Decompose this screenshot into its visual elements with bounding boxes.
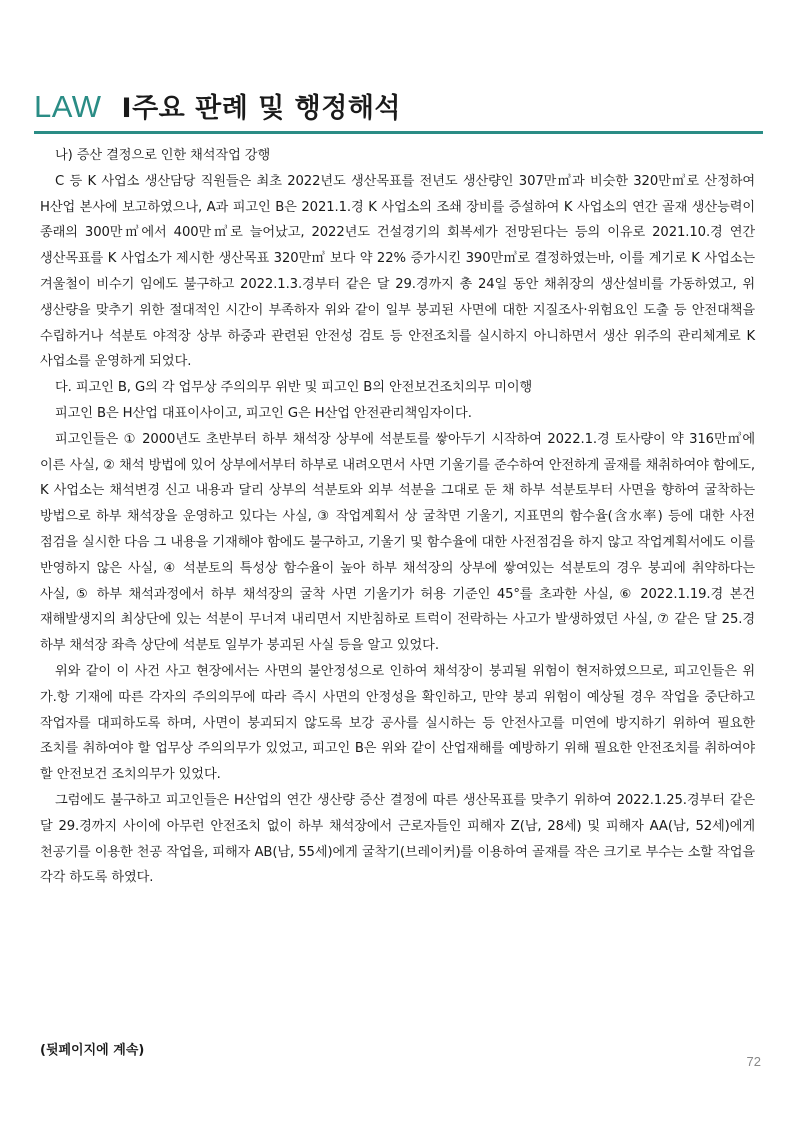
page-title: Ⅰ주요 판례 및 행정해석 — [121, 93, 402, 124]
paragraph: 다. 피고인 B, G의 각 업무상 주의의무 위반 및 피고인 B의 안전보건조치의무 미이행 — [55, 380, 533, 396]
paragraph: 위와 같이 이 사건 사고 현장에서는 사면의 불안정성으로 인하여 채석장이 붕괴될 위험이 현저하였으므로, 피고인들은 위 가.항 기재에 따른 각자의 주의의무에 따라 즉시 사면의 안정성을 확인하고, 만약 붕괴 위험이 예상될 경우 작업을 중단하고 작업자를 대피하도록 하며, 사면이 붕괴되지 않도록 보강 공사를 실시하는 등 안전사고를 미연에 방지하기 위하여 필요한 조치를 취하여야 할 업무상 주의의무가 있었고, 피고인 B은 위와 같이 산업재해를 예방하기 위해 필요한 안전조치를 취하여야 할 안전보건 조치의무가 있었다. — [40, 663, 755, 783]
paragraph: C 등 K 사업소 생산담당 직원들은 최초 2022년도 생산목표를 전년도 생산량인 307만㎥과 비슷한 320만㎥로 산정하여 H산업 본사에 보고하였으나, A과 피고인 B은 2021.1.경 K 사업소의 조쇄 장비를 증설하여 K 사업소의 연간 골재 생산능력이 종래의 300만㎥에서 400만㎥로 늘어났고, 2022년도 건설경기의 회복세가 전망된다는 등의 이유로 2021.10.경 연간 생산목표를 K 사업소가 제시한 생산목표 320만㎥ 보다 약 22% 증가시킨 390만㎥로 결정하였는바, 이를 계기로 K 사업소는 겨울철이 비수기 임에도 불구하고 2022.1.3.경부터 같은 달 29.경까지 총 24일 동안 채취장의 생산설비를 가동하였고, 위 생산량을 맞추기 위한 절대적인 시간이 부족하자 위와 같이 일부 붕괴된 사면에 대한 지질조사·위험요인 도출 등 안전대책을 수립하거나 석분토 야적장 상부 하중과 관련된 안전성 검토 등 안전조치를 실시하지 아니하면서 생산 위주의 관리체계로 K 사업소를 운영하게 되었다. — [40, 173, 755, 370]
header-divider — [34, 131, 763, 134]
continued-note: (뒷페이지에 계속) — [40, 1043, 145, 1058]
paragraph: 피고인들은 ① 2000년도 초반부터 하부 채석장 상부에 석분토를 쌓아두기 시작하여 2022.1.경 토사량이 약 316만㎥에 이른 사실, ② 채석 방법에 있어 상부에서부터 하부로 내려오면서 사면 기울기를 준수하여 안전하게 골재를 채취하여야 함에도, K 사업소는 채석변경 신고 내용과 달리 상부의 석분토와 외부 석분을 그대로 둔 채 하부 석분토부터 사면을 향하여 굴착하는 방법으로 하부 채석장을 운영하고 있다는 사실, ③ 작업계획서 상 굴착면 기울기, 지표면의 함수율(含水率) 등에 대한 사전 점검을 실시한 다음 그 내용을 기재해야 함에도 불구하고, 기울기 및 함수율에 대한 사전점검을 하지 않고 작업계획서에도 이를 반영하지 않은 사실, ④ 석분토의 특성상 함수율이 높아 하부 채석장의 상부에 쌓여있는 석분토의 경우 붕괴에 취약하다는 사실, ⑤ 하부 채석과정에서 하부 채석장의 굴착 사면 기울기가 허용 기준인 45°를 초과한 사실, ⑥ 2022.1.19.경 본건 재해발생지의 최상단에 있는 석분이 무너져 내리면서 지반침하로 트럭이 전락하는 사고가 발생하였던 사실, ⑦ 같은 달 25.경 하부 채석장 좌측 상단에 석분토 일부가 붕괴된 사실 등을 알고 있었다. — [40, 431, 755, 654]
paragraph: 나) 증산 결정으로 인한 채석작업 강행 — [55, 148, 271, 163]
page-number: 72 — [746, 1054, 761, 1069]
law-label: LAW — [34, 89, 102, 124]
page-header — [34, 86, 764, 125]
paragraph: 그럼에도 불구하고 피고인들은 H산업의 연간 생산량 증산 결정에 따른 생산목표를 맞추기 위하여 2022.1.25.경부터 같은 달 29.경까지 사이에 아무런 안전조치 없이 하부 채석장에서 근로자들인 피해자 Z(남, 28세) 및 피해자 AA(남, 52세)에게 천공기를 이용한 천공 작업을, 피해자 AB(남, 55세)에게 굴착기(브레이커)를 이용하여 골재를 작은 크기로 부수는 소할 작업을 각각 하도록 하였다. — [40, 792, 755, 886]
paragraph: 피고인 B은 H산업 대표이사이고, 피고인 G은 H산업 안전관리책임자이다. — [55, 405, 472, 421]
document-body — [40, 143, 755, 891]
